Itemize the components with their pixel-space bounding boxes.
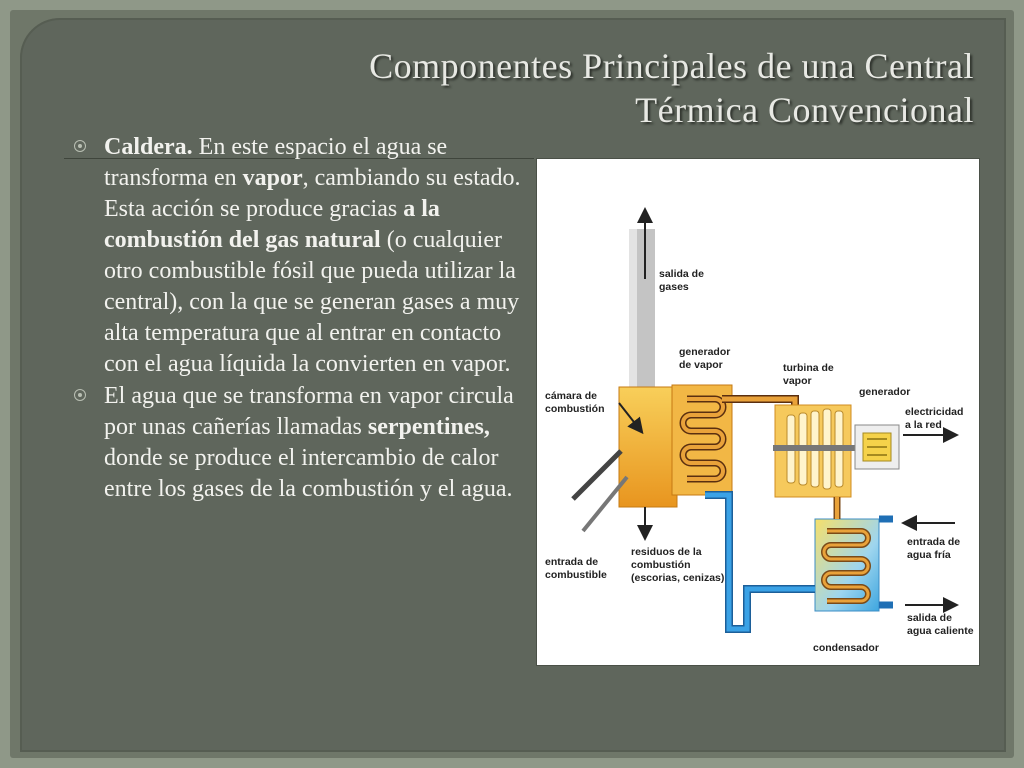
bullet-serpentines xyxy=(70,381,530,505)
label-salida-agua-1: salida de xyxy=(907,612,952,624)
label-turbina-1: turbina de xyxy=(783,362,834,374)
bullet-1-part-4: , cambiando su estado. Esta acción se produce gracias xyxy=(104,165,521,222)
label-camara-1: cámara de xyxy=(545,390,597,402)
title-line-2: Térmica Convencional xyxy=(635,90,974,130)
bullet-2-part-2: serpentines, xyxy=(367,414,490,440)
label-residuos-3: (escorias, cenizas) xyxy=(631,572,725,584)
label-generador-vapor-2: de vapor xyxy=(679,359,723,371)
bullet-2-part-1: El agua que se transforma en vapor circula por unas cañerías llamadas xyxy=(104,383,514,440)
label-generador: generador xyxy=(859,386,911,398)
bullet-1-part-3: vapor xyxy=(242,165,303,191)
water-return-pipe xyxy=(705,495,815,629)
bullet-list xyxy=(70,132,530,505)
bullet-2-part-3: donde se produce el intercambio de calor entre los gases de la combustión y el agua. xyxy=(104,445,513,502)
title-line-1: Componentes Principales de una Central xyxy=(369,46,974,86)
label-residuos-2: combustión xyxy=(631,559,691,571)
label-entrada-agua-1: entrada de xyxy=(907,536,961,548)
bullet-icon xyxy=(74,140,86,152)
label-entrada-comb-1: entrada de xyxy=(545,556,599,568)
bullet-1-part-5: a la combustión del gas natural xyxy=(104,196,440,253)
bullet-1-part-6: (o cualquier otro combustible fósil que pueda utilizar la central), con la que se generan gases a muy alta temperatura que al entrar en contacto con el agua líquida la convierten en vapor. xyxy=(104,227,520,377)
bullet-1-part-2: En este espacio el agua se transforma en xyxy=(104,134,448,191)
label-turbina-2: vapor xyxy=(783,375,812,387)
label-generador-vapor-1: generador xyxy=(679,346,731,358)
label-entrada-comb-2: combustible xyxy=(545,569,607,581)
label-residuos-1: residuos de la xyxy=(631,546,702,558)
label-salida-gases-2: gases xyxy=(659,281,689,293)
bullet-1-part-1: Caldera. xyxy=(104,134,193,160)
label-entrada-agua-2: agua fría xyxy=(907,549,951,561)
diagram-svg xyxy=(537,159,981,667)
label-salida-gases-1: salida de xyxy=(659,268,704,280)
bullet-caldera xyxy=(70,132,530,380)
bullet-icon xyxy=(74,389,86,401)
label-condensador: condensador xyxy=(813,642,879,654)
label-electricidad-1: electricidad xyxy=(905,406,964,418)
slide-title xyxy=(154,44,974,132)
label-salida-agua-2: agua caliente xyxy=(907,625,974,637)
label-electricidad-2: a la red xyxy=(905,419,942,431)
thermal-plant-diagram xyxy=(536,158,980,666)
combustion-chamber xyxy=(619,387,677,507)
label-camara-2: combustión xyxy=(545,403,605,415)
